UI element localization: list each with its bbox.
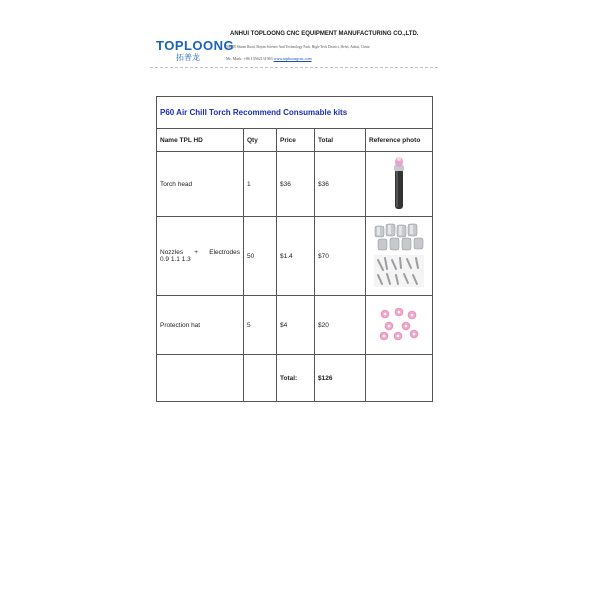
torch-head-photo: [366, 152, 433, 217]
contact-phone: Mr. Mark. +86 13562131963: [226, 56, 273, 61]
item-total: $20: [315, 296, 366, 355]
protection-hat-photo: [366, 296, 433, 355]
column-header-qty: Qty: [244, 129, 277, 152]
item-qty: 50: [244, 217, 277, 296]
item-qty: 5: [244, 296, 277, 355]
total-value: $126: [315, 355, 366, 402]
website-link[interactable]: www.topboongcnc.com: [273, 56, 312, 61]
table-row: [157, 217, 433, 296]
table-header-row: [157, 129, 433, 152]
company-logo: [156, 36, 235, 62]
item-name-line1: Nozzles + Electrodes: [160, 249, 240, 256]
nozzles-electrodes-photo: [366, 217, 433, 296]
item-total: $36: [315, 152, 366, 217]
company-name: ANHUI TOPLOONG CNC EQUIPMENT MANUFACTURING CO.,LTD.: [230, 31, 419, 37]
item-price: $36: [277, 152, 315, 217]
header-divider: [150, 67, 438, 68]
empty-cell: [366, 355, 433, 402]
table-title: P60 Air Chill Torch Recommend Consumable kits: [157, 97, 433, 129]
column-header-photo: Reference photo: [366, 129, 433, 152]
item-price: $1.4: [277, 217, 315, 296]
consumable-kit-table: [156, 96, 433, 402]
column-header-name: Name TPL HD: [157, 129, 244, 152]
item-name: [157, 217, 244, 296]
column-header-total: Total: [315, 129, 366, 152]
item-total: $70: [315, 217, 366, 296]
table-row: [157, 152, 433, 217]
item-price: $4: [277, 296, 315, 355]
logo-text: TOPLOONG: [156, 38, 235, 53]
item-name: Protection hat: [157, 296, 244, 355]
company-address: No. 18 Shiran Road, Boyan Science And Technology Park, High-Tech District, Hefei, Anhui, China: [226, 45, 370, 49]
table-total-row: [157, 355, 433, 402]
item-qty: 1: [244, 152, 277, 217]
empty-cell: [157, 355, 244, 402]
empty-cell: [244, 355, 277, 402]
company-contact: [226, 56, 312, 61]
total-label: Total:: [277, 355, 315, 402]
letterhead: [150, 28, 440, 70]
column-header-price: Price: [277, 129, 315, 152]
item-name: Torch head: [157, 152, 244, 217]
logo-chinese-text: 拓普龙: [176, 53, 200, 62]
table-row: [157, 296, 433, 355]
item-name-line2: 0.9 1.1 1.3: [160, 256, 191, 263]
